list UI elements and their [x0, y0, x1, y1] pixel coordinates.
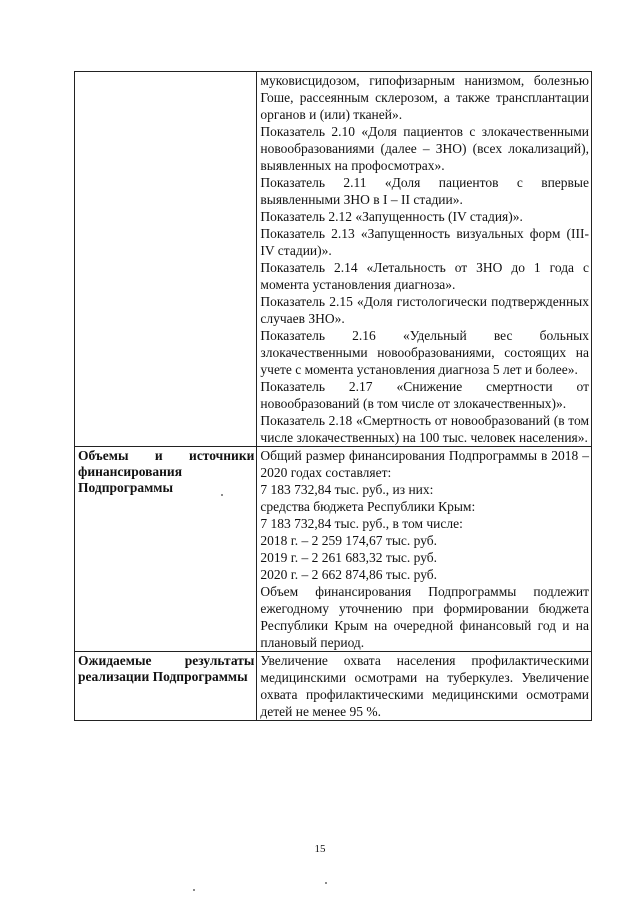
row-content	[260, 447, 589, 651]
paragraph: 2019 г. – 2 261 683,32 тыс. руб.	[260, 550, 438, 565]
row-label: Объемы и источники финансирования Подпрограммы	[78, 448, 255, 495]
row-label-cell	[75, 72, 257, 447]
scan-speck	[221, 494, 223, 496]
paragraph: Показатель 2.16 «Удельный вес больных злокачественными новообразованиями, состоящих на учете с момента установления диагноза 5 лет и более».	[260, 328, 589, 377]
row-content-cell	[257, 447, 592, 652]
scan-speck	[193, 889, 195, 891]
paragraph: Общий размер финансирования Подпрограммы в 2018 – 2020 годах составляет:	[260, 448, 589, 480]
scan-speck	[325, 882, 327, 884]
row-content	[260, 652, 589, 720]
paragraph: Объем финансирования Подпрограммы подлежит ежегодному уточнению при формировании бюджета Республики Крым на очередной финансовый год и на плановый период.	[260, 584, 589, 650]
table-row-expected-results	[75, 652, 592, 721]
row-label	[78, 72, 254, 73]
row-label-cell	[75, 652, 257, 721]
paragraph: Показатель 2.18 «Смертность от новообразований (в том числе злокачественных) на 100 тыс. человек населения».	[260, 413, 589, 445]
table-row-financing	[75, 447, 592, 652]
paragraph: 7 183 732,84 тыс. руб., из них:	[260, 482, 434, 497]
paragraph: средства бюджета Республики Крым:	[260, 499, 476, 514]
table-row-indicators	[75, 72, 592, 447]
paragraph: Показатель 2.17 «Снижение смертности от новообразований (в том числе от злокачественных)».	[260, 379, 589, 411]
paragraph: Показатель 2.13 «Запущенность визуальных форм (III-IV стадии)».	[260, 226, 589, 258]
paragraph: 2020 г. – 2 662 874,86 тыс. руб.	[260, 567, 438, 582]
paragraph: 2018 г. – 2 259 174,67 тыс. руб.	[260, 533, 438, 548]
paragraph: Показатель 2.11 «Доля пациентов с впервые выявленными ЗНО в I – II стадии».	[260, 175, 589, 207]
page-number: 15	[314, 843, 326, 855]
row-label: Ожидаемые результаты реализации Подпрограммы	[78, 653, 255, 684]
row-content	[260, 72, 589, 446]
paragraph: Показатель 2.14 «Летальность от ЗНО до 1 года с момента установления диагноза».	[260, 260, 589, 292]
row-content-cell	[257, 652, 592, 721]
row-content-cell	[257, 72, 592, 447]
paragraph: Показатель 2.12 «Запущенность (IV стадия)».	[260, 209, 523, 224]
paragraph: Показатель 2.15 «Доля гистологически подтвержденных случаев ЗНО».	[260, 294, 589, 326]
passport-table	[74, 71, 592, 721]
paragraph: муковисцидозом, гипофизарным нанизмом, болезнью Гоше, рассеянным склерозом, а также трансплантации органов и (или) тканей».	[260, 73, 589, 122]
paragraph: Показатель 2.10 «Доля пациентов с злокачественными новообразованиями (далее – ЗНО) (всех локализаций), выявленных на профосмотрах».	[260, 124, 589, 173]
row-label-cell	[75, 447, 257, 652]
paragraph: 7 183 732,84 тыс. руб., в том числе:	[260, 516, 463, 531]
paragraph: Увеличение охвата населения профилактическими медицинскими осмотрами на туберкулез. Увеличение охвата профилактическими медицинскими осмотрами детей не менее 95 %.	[260, 653, 589, 719]
